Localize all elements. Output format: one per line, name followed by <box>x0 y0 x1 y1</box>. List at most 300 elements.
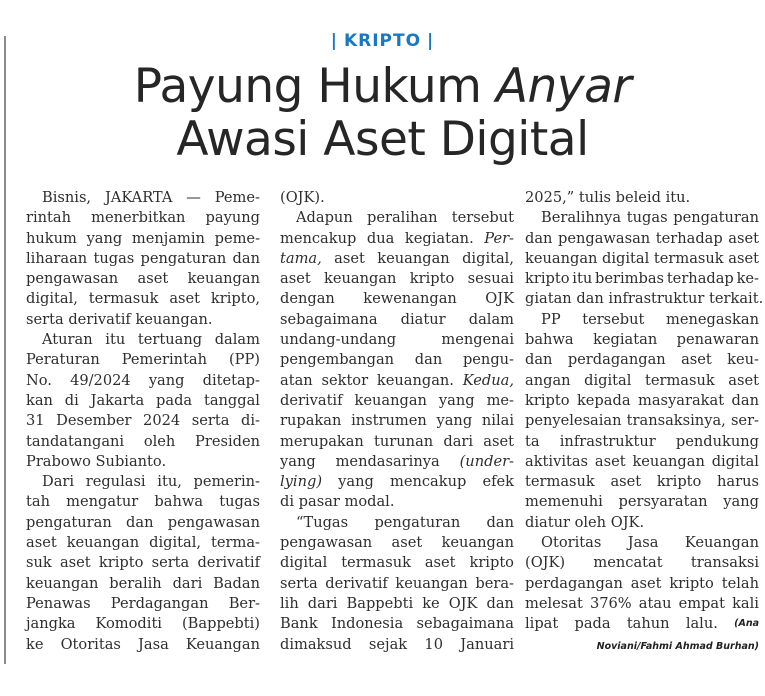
word: dan <box>731 391 759 409</box>
word: diatur <box>400 310 446 328</box>
word: kripto <box>469 554 514 572</box>
word: Otoritas <box>541 534 602 552</box>
word: Jasa <box>627 534 659 552</box>
word: Bank <box>280 615 318 633</box>
word: pengawasan <box>26 270 119 288</box>
word: keuangan <box>377 249 450 267</box>
word: yang <box>438 391 475 409</box>
word: kegiatan <box>593 331 658 349</box>
word: derivatif <box>280 391 343 409</box>
word: ser- <box>730 412 759 430</box>
article-line <box>525 289 764 309</box>
headline-italic: Anyar <box>495 59 632 114</box>
word: OJK <box>448 594 478 612</box>
word: (under- <box>459 452 514 470</box>
word: mencatat <box>593 554 663 572</box>
word: kegiatan. <box>404 229 474 247</box>
word: aset <box>391 534 423 552</box>
article-column-1 <box>26 188 260 655</box>
word: pengembangan <box>280 351 395 369</box>
word: infrastruktur <box>608 290 710 308</box>
word: Januari <box>460 635 514 653</box>
article-line <box>525 350 759 370</box>
word: (PP) <box>228 351 260 369</box>
article-line <box>280 411 514 431</box>
word: payung <box>205 209 260 227</box>
word: transaksi <box>690 554 759 572</box>
article-line <box>280 391 514 411</box>
article-line <box>26 553 260 573</box>
word: ditetap- <box>202 371 260 389</box>
article-line <box>525 472 759 492</box>
word: itu, <box>157 473 182 491</box>
word: persyaratan <box>618 493 708 511</box>
article-line <box>280 452 514 472</box>
article-line <box>26 289 260 309</box>
word: dan <box>525 229 553 247</box>
article-line <box>280 513 514 533</box>
word: — <box>186 189 201 206</box>
article-line <box>280 310 514 330</box>
word: atan <box>280 371 313 389</box>
word: serta <box>191 412 230 430</box>
word: sektor <box>321 371 369 389</box>
word: Peraturan <box>26 351 100 369</box>
word: Bisnis, <box>42 189 92 206</box>
article-line <box>280 350 514 370</box>
word: suk <box>26 554 52 572</box>
word: tugas <box>219 493 260 511</box>
word: mengenai <box>441 331 514 349</box>
word: terkait. <box>709 290 764 308</box>
word: me- <box>486 391 514 409</box>
word: bahwa <box>525 331 574 349</box>
article-column-2 <box>280 188 514 655</box>
word: kewenangan <box>363 290 457 308</box>
word: diatur <box>525 513 575 531</box>
word: kripto <box>409 270 455 288</box>
byline-credit-prefix: (Ana <box>734 618 759 630</box>
word: termasuk <box>525 473 595 491</box>
article-line <box>280 269 514 289</box>
word: serta <box>280 574 318 592</box>
word: OJK <box>485 290 514 308</box>
word: aset <box>424 554 456 572</box>
article-line <box>525 452 759 472</box>
word: tahun <box>626 615 670 633</box>
word: OJK. <box>610 513 645 531</box>
article-line <box>280 371 514 391</box>
word: aset <box>137 270 169 288</box>
word: di <box>280 493 299 511</box>
word: pengawasan <box>558 229 651 247</box>
word: Desember <box>56 412 132 430</box>
article-line <box>26 594 260 614</box>
article-line <box>525 594 759 614</box>
word: dari <box>172 574 203 592</box>
article-line <box>525 310 759 330</box>
article-line <box>525 432 759 452</box>
word: dari <box>443 432 474 450</box>
word: mendasarinya <box>335 452 440 470</box>
article-line <box>525 391 759 411</box>
word: Pemerintah <box>121 351 208 369</box>
word: Perdagangan <box>110 594 209 612</box>
word: 2024 <box>143 412 181 430</box>
word: tugas <box>626 209 668 227</box>
word: ta <box>525 432 540 450</box>
article-line <box>280 614 514 634</box>
word: dengan <box>280 290 335 308</box>
word: bera- <box>475 574 514 592</box>
word: ke- <box>736 270 759 288</box>
word: sebagaimana <box>280 310 378 328</box>
word: keuangan <box>187 270 260 288</box>
word: perdagangan <box>567 351 666 369</box>
word: aktivitas <box>525 452 589 470</box>
word: keu- <box>727 351 759 369</box>
word: transaksinya, <box>626 412 726 430</box>
word: aset <box>728 249 759 267</box>
word: angan <box>525 371 571 389</box>
word: di- <box>241 412 260 430</box>
word: kripto, <box>210 290 260 308</box>
word: aset <box>610 473 642 491</box>
word: ke <box>26 635 44 653</box>
headline <box>0 60 765 166</box>
word: Peme- <box>214 189 260 206</box>
word: keuangan <box>632 452 705 470</box>
word: dalam <box>214 331 260 349</box>
word: aset <box>334 249 365 267</box>
word: dan <box>525 351 553 369</box>
word: tama, <box>280 249 322 267</box>
word: kripto <box>525 391 570 409</box>
word: telah <box>721 574 759 592</box>
word: “Tugas <box>296 513 349 531</box>
rubric-bar-left: | <box>330 31 338 51</box>
word: dan <box>232 249 260 267</box>
word: sebagaimana <box>416 615 514 633</box>
word: (OJK) <box>525 554 566 572</box>
word: aset <box>681 351 712 369</box>
word: atau <box>638 594 672 612</box>
article-line <box>26 533 260 553</box>
article-line <box>525 269 759 289</box>
word: tanggal <box>203 391 260 409</box>
article-line <box>525 188 759 208</box>
word: 49/2024 <box>70 371 131 389</box>
word: yang <box>723 493 759 511</box>
word: Beralihnya <box>541 209 622 227</box>
word: Dari <box>42 473 75 491</box>
word: mencakup <box>280 229 357 247</box>
word: aset <box>594 452 626 470</box>
word: pemerin- <box>193 473 260 491</box>
word: keuangan <box>441 534 514 552</box>
article-line <box>26 614 260 634</box>
word: derivatif <box>197 554 260 572</box>
byline-credit: Noviani/Fahmi Ahmad Burhan) <box>596 640 759 652</box>
word: pengawasan <box>280 534 373 552</box>
word: oleh <box>574 513 611 531</box>
word: mencakup <box>389 473 467 491</box>
word: keuangan <box>324 270 397 288</box>
article-line <box>26 574 260 594</box>
word: berimbas <box>595 270 665 288</box>
word: menjamin <box>131 229 205 247</box>
word: tulis <box>578 189 616 206</box>
headline-line-2: Awasi Aset Digital <box>176 112 589 167</box>
word: efek <box>482 473 514 491</box>
word: perdagangan <box>525 574 623 592</box>
word: menerbitkan <box>91 209 186 227</box>
word: keuangan <box>525 249 598 267</box>
word: pengaturan <box>140 249 227 267</box>
word: Otoritas <box>60 635 121 653</box>
word: kripto <box>669 574 714 592</box>
word: 376% <box>589 594 632 612</box>
rubric-bar-right: | <box>427 31 435 51</box>
article-line <box>26 513 260 533</box>
article-line <box>525 614 759 634</box>
word: Bappebti <box>346 594 414 612</box>
word: liharaan <box>26 249 88 267</box>
word: di <box>64 391 79 409</box>
article-line <box>525 208 759 228</box>
word: keuangan. <box>376 371 454 389</box>
word: beleid <box>615 189 666 206</box>
article-line <box>525 229 759 249</box>
word: 31 <box>26 412 45 430</box>
word: Jakarta <box>90 391 145 409</box>
word: keuangan. <box>135 310 213 328</box>
word: pengaturan <box>26 513 112 531</box>
word: JAKARTA <box>104 189 173 206</box>
word: pendukung <box>675 432 759 450</box>
word: jangka <box>26 615 76 633</box>
word: pengaturan <box>374 513 461 531</box>
word: modal. <box>344 493 395 511</box>
article-line <box>525 635 759 655</box>
word: turunan <box>374 432 434 450</box>
word: keuangan <box>66 534 140 552</box>
word: termasuk <box>341 554 411 572</box>
word: aset <box>26 534 57 552</box>
word: digital, <box>26 290 78 308</box>
word: dan <box>486 594 514 612</box>
word: tandatangani <box>26 432 125 450</box>
article-line <box>525 371 759 391</box>
article-line <box>26 249 260 269</box>
word: pengawasan <box>167 513 260 531</box>
word: yang <box>436 412 473 430</box>
word: Ber- <box>228 594 260 612</box>
article-line <box>280 289 514 309</box>
word: mengatur <box>66 493 139 511</box>
word: kali <box>732 594 759 612</box>
word: tugas <box>93 249 135 267</box>
word: masyarakat <box>638 391 725 409</box>
word: dalam <box>468 310 514 328</box>
word: dari <box>307 594 338 612</box>
word: PP <box>541 310 561 328</box>
word: digital <box>584 371 632 389</box>
article-column-3 <box>525 188 764 655</box>
word: terhadap <box>655 229 723 247</box>
article-line <box>280 208 514 228</box>
word: Keuangan <box>684 534 759 552</box>
word: termasuk <box>644 371 715 389</box>
word: derivatif <box>325 574 388 592</box>
word: aset <box>483 432 514 450</box>
word: (Bappebti) <box>181 615 260 633</box>
word: giatan <box>525 290 577 308</box>
word: tersebut <box>582 310 645 328</box>
word: beralih <box>109 574 162 592</box>
word: serta <box>151 554 190 572</box>
word: itu. <box>665 189 691 206</box>
word: yang <box>86 229 123 247</box>
article-line <box>26 371 260 391</box>
word: sesuai <box>467 270 514 288</box>
word: itu <box>105 331 126 349</box>
word: pada <box>156 391 193 409</box>
word: kripto <box>98 554 144 572</box>
article-line <box>26 269 260 289</box>
word: pengu- <box>462 351 514 369</box>
word: oleh <box>143 432 176 450</box>
word: aset <box>728 229 759 247</box>
word: memenuhi <box>525 493 603 511</box>
rubric-label: KRIPTO <box>343 31 422 51</box>
word: aset <box>280 270 311 288</box>
article-line <box>26 229 260 249</box>
article-line <box>280 229 514 249</box>
word: pasar <box>298 493 345 511</box>
word: peralihan <box>367 209 438 227</box>
article-line <box>26 635 260 655</box>
word: rintah <box>26 209 72 227</box>
word: merupakan <box>280 432 364 450</box>
article-line <box>26 432 260 452</box>
article-line <box>26 452 260 472</box>
word: (OJK). <box>280 189 325 206</box>
section-rubric <box>0 31 765 51</box>
word: tah <box>26 493 50 511</box>
word: Prabowo <box>26 452 96 470</box>
word: menegaskan <box>665 310 759 328</box>
article-line <box>280 574 514 594</box>
word: digital <box>602 249 650 267</box>
article-line <box>280 635 514 655</box>
word: itu <box>572 270 593 288</box>
word: regulasi <box>85 473 146 491</box>
word: nilai <box>481 412 514 430</box>
word: keuangan <box>354 391 427 409</box>
article-line <box>525 533 759 553</box>
word: aset <box>630 574 662 592</box>
word: dimaksud <box>280 635 352 653</box>
word: digital, <box>462 249 514 267</box>
word: aset <box>728 371 759 389</box>
word: lalu. <box>685 615 718 633</box>
word: kan <box>26 391 53 409</box>
word: ke <box>422 594 440 612</box>
article-line <box>280 492 514 512</box>
word: keuangan <box>395 574 468 592</box>
article-line <box>280 432 514 452</box>
article-line <box>280 472 514 492</box>
word: termasuk <box>88 290 159 308</box>
word: terma- <box>211 534 260 552</box>
word: keuangan <box>26 574 99 592</box>
article-line <box>280 553 514 573</box>
word: hukum <box>26 229 77 247</box>
word: Subianto. <box>95 452 167 470</box>
word: termasuk <box>653 249 724 267</box>
article-line <box>280 594 514 614</box>
word: penawaran <box>676 331 759 349</box>
word: Adapun <box>296 209 353 227</box>
word: lying) <box>280 473 323 491</box>
article-line <box>26 411 260 431</box>
word: pada <box>574 615 611 633</box>
word: instrumen <box>351 412 427 430</box>
word: lih <box>280 594 299 612</box>
word: rupakan <box>280 412 342 430</box>
article-line <box>26 310 260 330</box>
word: Aturan <box>42 331 93 349</box>
article-line <box>26 188 260 208</box>
word: melesat <box>525 594 583 612</box>
word: Per- <box>484 229 514 247</box>
article-line <box>280 249 514 269</box>
word: bahwa <box>154 493 204 511</box>
article-line <box>525 553 759 573</box>
word: tertuang <box>137 331 203 349</box>
article-line <box>280 533 514 553</box>
article-line <box>525 574 759 594</box>
article-line <box>26 330 260 350</box>
word: digital <box>711 452 759 470</box>
word: dan <box>126 513 154 531</box>
word: penyelesaian <box>525 412 622 430</box>
article-line <box>525 411 759 431</box>
word: 2025,” <box>525 189 579 206</box>
word: terhadap <box>666 270 734 288</box>
word: dan <box>576 290 609 308</box>
word: yang <box>148 371 185 389</box>
word: kripto <box>656 473 702 491</box>
word: yang <box>338 473 374 491</box>
article-line <box>26 472 260 492</box>
word: pengaturan <box>673 209 759 227</box>
word: dua <box>366 229 395 247</box>
word: digital <box>280 554 328 572</box>
word: harus <box>717 473 759 491</box>
word: infrastruktur <box>559 432 656 450</box>
word: dan <box>486 513 514 531</box>
article-line <box>26 208 260 228</box>
word: Presiden <box>195 432 260 450</box>
word: Komoditi <box>95 615 162 633</box>
article-line <box>280 188 514 208</box>
headline-plain: Payung Hukum <box>133 59 496 114</box>
word: Kedua, <box>462 371 514 389</box>
word: kepada <box>576 391 631 409</box>
word: derivatif <box>68 310 136 328</box>
